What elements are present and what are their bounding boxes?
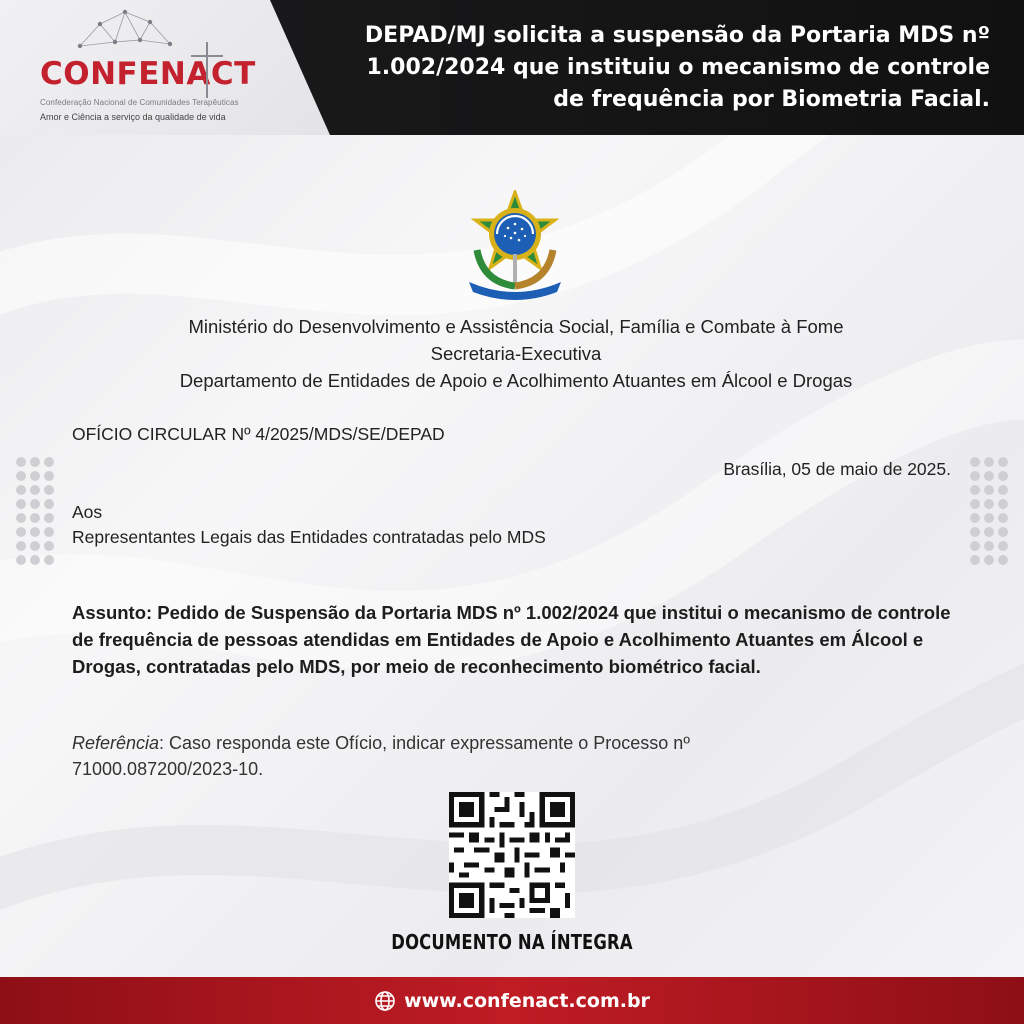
dots-decoration-left (16, 457, 54, 565)
footer (0, 977, 1024, 1024)
logo-tagline: Amor e Ciência a serviço da qualidade de vida (40, 112, 226, 122)
headline: DEPAD/MJ solicita a suspensão da Portaria MDS nº 1.002/2024 que instituiu o mecanismo de controle de frequência por Biometria Facial. (364, 23, 990, 112)
subject: Assunto: Pedido de Suspensão da Portaria MDS nº 1.002/2024 que institui o mecanismo de controle de frequência de pessoas atendidas em Entidades de Apoio e Acolhimento Atuantes em Álcool e Drogas, contratadas pelo MDS, por meio de reconhecimento biométrico facial. (72, 602, 951, 677)
qr-code[interactable] (449, 792, 575, 918)
reference (72, 730, 832, 782)
recipients-line-2: Representantes Legais das Entidades contratadas pelo MDS (72, 527, 546, 547)
secretariat-name: Secretaria-Executiva (430, 343, 602, 364)
network-icon (70, 6, 180, 56)
recipients (72, 500, 546, 550)
logo-wordmark: CONFENACT (40, 56, 256, 92)
reference-text: : Caso responda este Ofício, indicar expressamente o Processo nº 71000.087200/2023-10. (72, 733, 690, 779)
oficio-number: OFÍCIO CIRCULAR Nº 4/2025/MDS/SE/DEPAD (72, 424, 445, 444)
ministry-block (60, 313, 972, 394)
ministry-name: Ministério do Desenvolvimento e Assistência Social, Família e Combate à Fome (188, 316, 844, 337)
cross-icon (183, 42, 223, 98)
website-link[interactable]: www.confenact.com.br (404, 989, 650, 1012)
recipients-line-1: Aos (72, 502, 103, 522)
dots-decoration-right (970, 457, 1008, 565)
department-name: Departamento de Entidades de Apoio e Acolhimento Atuantes em Álcool e Drogas (179, 370, 853, 391)
reference-label: Referência (72, 733, 160, 753)
document-date: Brasília, 05 de maio de 2025. (723, 459, 951, 479)
globe-icon (374, 990, 396, 1012)
coat-of-arms-icon (463, 190, 567, 300)
logo-subtitle: Confederação Nacional de Comunidades Terapêuticas (40, 98, 239, 107)
header (0, 0, 1024, 135)
qr-label: DOCUMENTO NA ÍNTEGRA (391, 930, 633, 954)
